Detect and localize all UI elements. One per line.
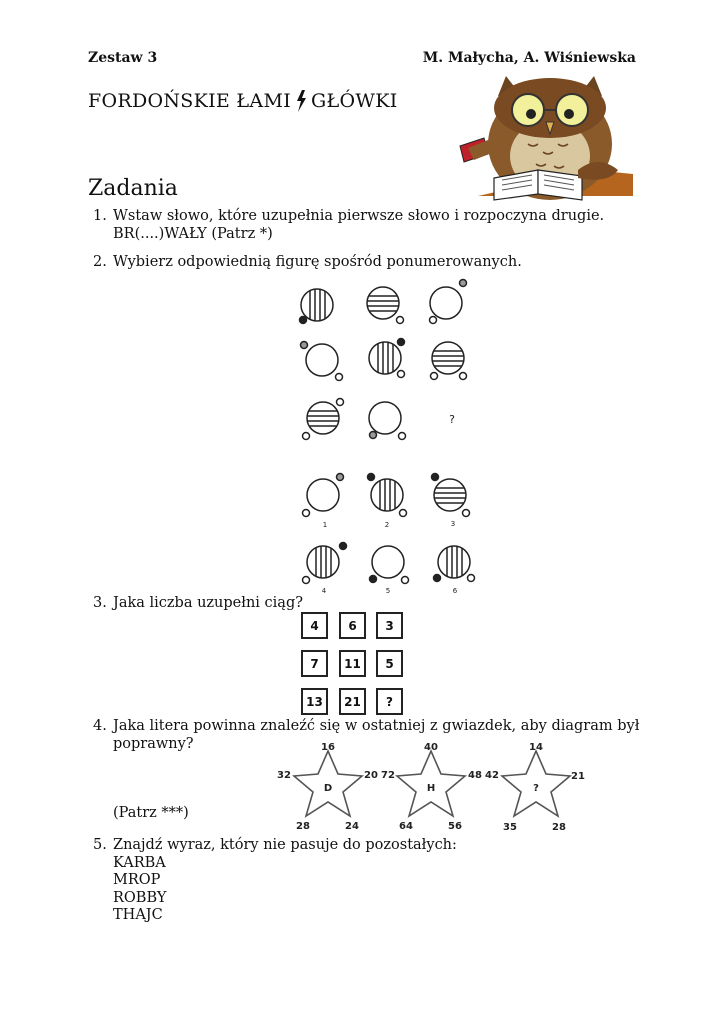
grid-cell: 11 <box>339 650 366 677</box>
task-1 <box>93 208 605 243</box>
puzzle-cell-1 <box>300 288 334 324</box>
option-label: 6 <box>452 587 458 595</box>
set-label: Zestaw 3 <box>88 50 158 66</box>
stars-diagram <box>274 738 594 838</box>
missing-figure-mark: ? <box>449 413 455 426</box>
grid-cell: 5 <box>376 650 403 677</box>
option-3 <box>432 474 470 517</box>
star-center: D <box>323 783 333 794</box>
title-part-2: GŁÓWKI <box>311 90 398 112</box>
option-label: 4 <box>321 587 327 595</box>
puzzle-cell-7 <box>303 399 344 440</box>
star-value: 42 <box>485 770 499 781</box>
grid-cell: 21 <box>339 688 366 715</box>
task-5 <box>93 837 457 925</box>
option-label: 1 <box>322 521 328 529</box>
task-number: 5. <box>93 837 107 853</box>
task-text: Jaka liczba uzupełni ciąg? <box>113 595 303 611</box>
grid-cell: 13 <box>301 688 328 715</box>
star-value: 32 <box>277 770 291 781</box>
number-grid <box>301 612 411 717</box>
puzzle-cell-8 <box>369 402 406 440</box>
task-number: 4. <box>93 718 107 734</box>
section-heading: Zadania <box>88 176 178 201</box>
title-part-1: FORDOŃSKIE ŁAMI <box>88 90 292 112</box>
puzzle-cell-5 <box>369 339 405 378</box>
task-text: Wybierz odpowiednią figurę spośród ponumerowanych. <box>113 254 522 270</box>
puzzle-cell-6 <box>430 342 467 380</box>
star-value: 72 <box>381 770 395 781</box>
option-4 <box>303 543 347 584</box>
word-option: THAJC <box>113 907 163 923</box>
puzzle-cell-2 <box>366 287 404 324</box>
task-text: Jaka litera powinna znaleźć się w ostatniej z gwiazdek, aby diagram był poprawny? <box>113 718 640 752</box>
grid-cell: 6 <box>339 612 366 639</box>
star-center: ? <box>533 783 539 794</box>
puzzle-cell-4 <box>301 342 343 381</box>
option-label: 2 <box>384 521 390 529</box>
word-option: ROBBY <box>113 889 167 906</box>
star-value: 20 <box>364 770 378 781</box>
option-label: 5 <box>385 587 391 595</box>
task-text: Znajdź wyraz, który nie pasuje do pozostałych: <box>113 837 457 853</box>
grid-cell: 4 <box>301 612 328 639</box>
grid-cell: 3 <box>376 612 403 639</box>
grid-cell: ? <box>376 688 403 715</box>
task-2 <box>93 254 522 272</box>
task-text: Wstaw słowo, które uzupełnia pierwsze słowo i rozpoczyna drugie. <box>113 208 605 224</box>
page-title <box>88 90 398 112</box>
star-value: 40 <box>424 742 438 753</box>
lightning-icon <box>295 90 307 112</box>
option-1 <box>303 474 344 517</box>
star-value: 56 <box>448 821 462 832</box>
task-text-line2: BR(....)WAŁY (Patrz *) <box>113 225 273 242</box>
star-value: 28 <box>296 821 310 832</box>
task-number: 2. <box>93 254 107 270</box>
option-label: 3 <box>450 520 456 528</box>
authors: M. Małycha, A. Wiśniewska <box>422 50 636 66</box>
word-option: KARBA <box>113 854 166 871</box>
task-4-note: (Patrz ***) <box>113 805 189 821</box>
task-number: 3. <box>93 595 107 611</box>
grid-cell: 7 <box>301 650 328 677</box>
puzzle-cell-3 <box>430 280 467 324</box>
star-value: 16 <box>321 742 335 753</box>
option-6 <box>434 544 475 582</box>
star-value: 14 <box>529 742 543 753</box>
task-number: 1. <box>93 208 107 224</box>
option-2 <box>368 474 407 517</box>
star-value: 24 <box>345 821 359 832</box>
option-5 <box>370 546 409 584</box>
star-center: H <box>426 783 436 794</box>
star-value: 28 <box>552 822 566 833</box>
star-value: 48 <box>468 770 482 781</box>
figure-puzzle <box>290 270 490 600</box>
star-value: 35 <box>503 822 517 833</box>
owl-reading-illustration <box>458 74 638 202</box>
star-value: 64 <box>399 821 413 832</box>
star-value: 21 <box>571 771 585 782</box>
task-3 <box>93 595 303 613</box>
word-option: MROP <box>113 872 161 888</box>
